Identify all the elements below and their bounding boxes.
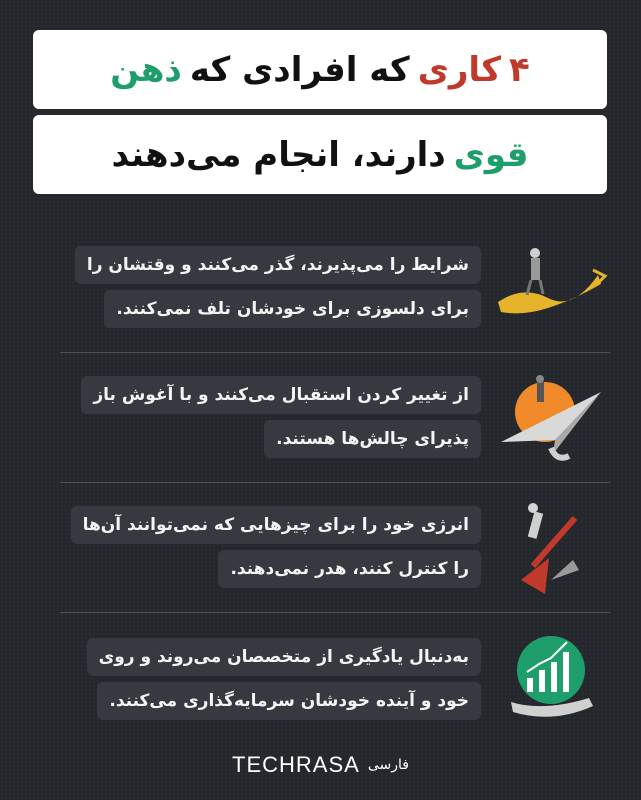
item-3-line-2: را کنترل کنند، هدر نمی‌دهند. bbox=[218, 550, 481, 588]
title-rest-1: که افرادی که bbox=[189, 49, 410, 90]
item-4-line-2: خود و آینده خودشان سرمایه‌گذاری می‌کنند. bbox=[97, 682, 481, 720]
item-1-line-1: شرایط را می‌پذیرند، گذر می‌کنند و وقتشان را bbox=[75, 246, 481, 284]
divider bbox=[60, 482, 610, 483]
item-2-line-1: از تغییر کردن استقبال می‌کنند و با آغوش باز bbox=[81, 376, 481, 414]
item-3-line-1: انرژی خود را برای چیزهایی که نمی‌توانند آن‌ها bbox=[71, 506, 481, 544]
title-highlight-1: ذهن bbox=[110, 49, 182, 90]
title-highlight-2: قوی bbox=[453, 134, 529, 175]
brand-name: TECHRASA bbox=[232, 752, 360, 777]
title-rest-2: دارند، انجام می‌دهند bbox=[111, 134, 446, 175]
brand-sub: فارسی bbox=[367, 757, 409, 773]
item-4-line-1: به‌دنبال یادگیری از متخصصان می‌روند و روی bbox=[87, 638, 481, 676]
item-1-line-2: برای دلسوزی برای خودشان تلف نمی‌کنند. bbox=[104, 290, 481, 328]
item-2-line-2: پذیرای چالش‌ها هستند. bbox=[264, 420, 481, 458]
title-line-2 bbox=[33, 115, 607, 194]
title-word-1: کاری bbox=[417, 49, 501, 90]
falling-arrow-icon bbox=[493, 500, 608, 600]
divider bbox=[60, 352, 610, 353]
title-line-1 bbox=[33, 30, 607, 109]
climber-on-ribbon-icon bbox=[493, 240, 608, 340]
title-number: ۴ bbox=[508, 49, 530, 90]
brand-logo bbox=[0, 752, 641, 778]
paper-plane-icon bbox=[493, 370, 608, 470]
divider bbox=[60, 612, 610, 613]
growth-chart-hand-icon bbox=[493, 632, 608, 732]
